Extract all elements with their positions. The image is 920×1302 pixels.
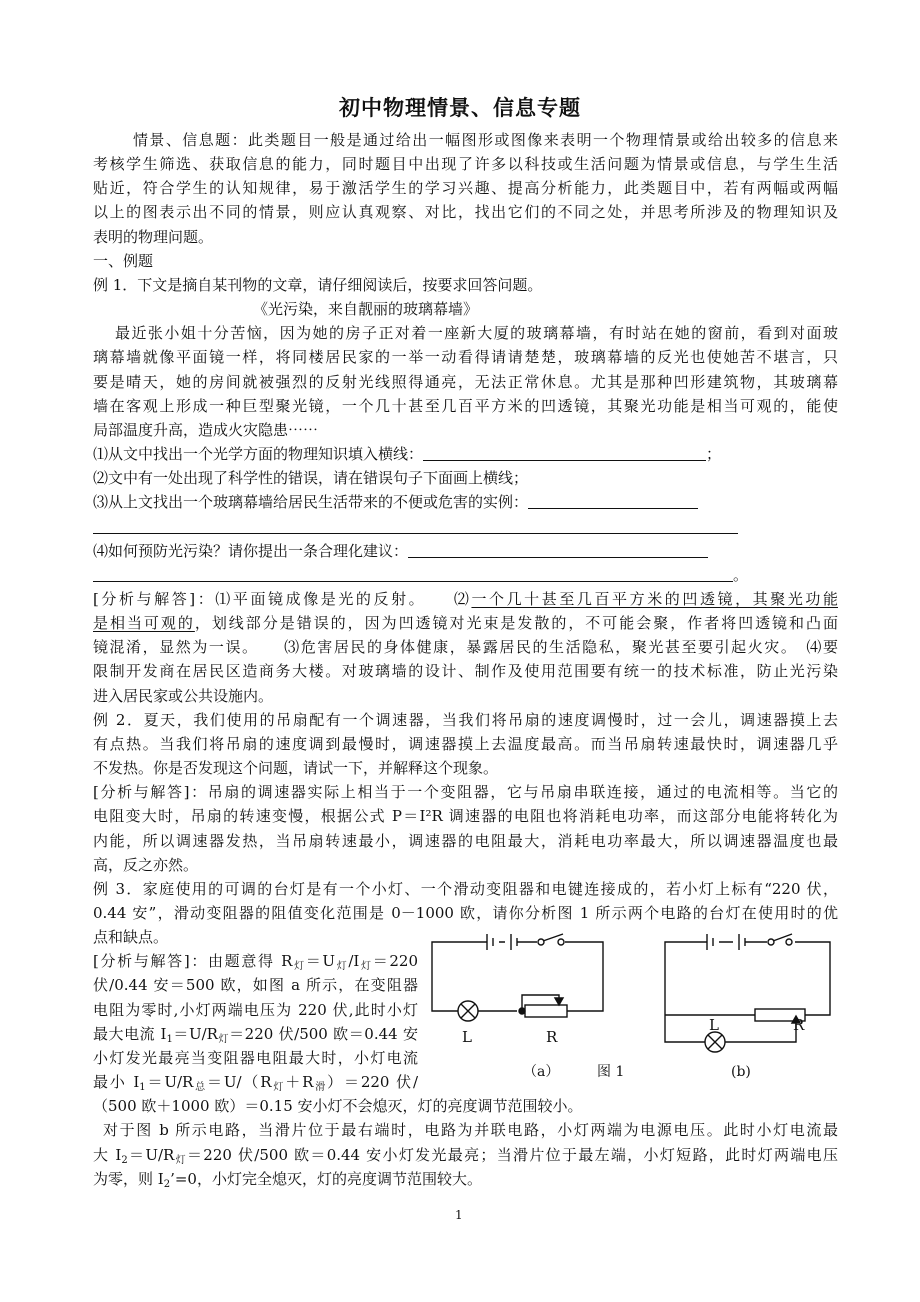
- subscript: 2: [163, 1178, 171, 1190]
- text-segment: ）＝220 伏/: [327, 1073, 418, 1092]
- text-line: [93, 345, 838, 369]
- battery-icon: [477, 934, 537, 950]
- circuit-b-wires: [665, 942, 830, 1042]
- subscript: 滑: [313, 1082, 328, 1094]
- text-line: [93, 1143, 838, 1167]
- text-segment: ＝220 伏/500 欧＝0.44 安小灯发光最亮；当滑片位于最左端，小灯短路，此时灯两端电压: [186, 1145, 838, 1164]
- subscript: 灯: [271, 1082, 286, 1094]
- text-segment: 。: [733, 565, 749, 584]
- text-segment: 进入居民家或公共设施内。: [93, 686, 274, 705]
- text-segment: 电阻为零时,小灯两端电压为 220 伏,此时小灯: [93, 1000, 418, 1019]
- text-line: [93, 539, 838, 563]
- circuit-a: [432, 934, 624, 1080]
- text-segment: 考核学生筛选、获取信息的能力，同时题目中出现了许多以科技或生活问题为情景或信息，与学生生活: [93, 155, 838, 174]
- text-line: [93, 225, 838, 249]
- underlined-text: 一个几十甚至几百平方米的凹透镜，其聚光功能: [471, 589, 838, 608]
- lamp-icon: [705, 1032, 725, 1052]
- text-segment: [分析与解答]：⑴平面镜成像是光的反射。 ⑵: [93, 589, 472, 608]
- text-line: [93, 1118, 838, 1142]
- resistor-label-b: R: [793, 1016, 805, 1034]
- text-segment: 以上的图表示出不同的情景，则应认真观察、对比，找出它们的不同之处，并思考所涉及的物理知识及: [93, 203, 838, 222]
- text-segment: 墙在客观上形成一种巨型聚光镜，一个几十甚至几百平方米的凹透镜，其聚光功能是相当可观的，能使: [93, 396, 838, 415]
- text-line: [93, 635, 838, 659]
- text-segment: 例 1．下文是摘自某刊物的文章，请仔细阅读后，按要求回答问题。: [93, 275, 543, 294]
- text-segment: 贴近，符合学生的认知规律，易于激活学生的学习兴趣、提高分析能力，此类题目中，若有两幅或两幅: [93, 179, 838, 198]
- switch-icon: [538, 934, 564, 945]
- text-segment: ⑵文中有一处出现了科学性的错误，请在错误句子下面画上横线；: [93, 469, 529, 488]
- text-line: [93, 176, 838, 200]
- text-segment: 璃幕墙就像平面镜一样，将同楼居民家的一举一动看得请请楚楚，玻璃幕墙的反光也使她苦不堪言，只: [93, 348, 838, 367]
- text-line: [93, 853, 838, 877]
- text-segment: ’=0，小灯完全熄灭，灯的亮度调节范围较大。: [170, 1169, 482, 1188]
- rheostat-icon: [525, 1005, 567, 1017]
- text-line: [93, 998, 418, 1022]
- text-line: [93, 1070, 418, 1094]
- text-line: [93, 877, 838, 901]
- text-segment: 有点热。当我们将吊扇的速度调到最慢时，调速器摸上去温度最高。而当吊扇转速最快时，调速器几乎: [93, 734, 838, 753]
- text-line: [93, 321, 838, 345]
- text-line: [93, 829, 838, 853]
- text-line: [93, 587, 838, 611]
- text-segment: ⑶从上文找出一个玻璃幕墙给居民生活带来的不便或危害的实例：: [93, 493, 529, 512]
- caption-a: （a）: [523, 1064, 560, 1080]
- text-segment: ⑴从文中找出一个光学方面的物理知识填入横线：: [93, 445, 424, 464]
- text-segment: 电阻变大时，吊扇的转速变慢，根据公式 P＝I²R 调速器的电阻也将消耗电功率，而这部分电能将转化为: [93, 807, 838, 826]
- text-segment: ＋R: [285, 1073, 314, 1092]
- text-line: [93, 442, 838, 466]
- text-line: [93, 973, 418, 997]
- text-line: [93, 370, 838, 394]
- text-line: [93, 1094, 838, 1118]
- text-line: [93, 249, 838, 273]
- text-line: [93, 708, 838, 732]
- text-segment: 0.44 安”，滑动变阻器的阻值变化范围是 0－1000 欧，请你分析图 1 所示两个电路的台灯在使用时的优: [93, 904, 838, 922]
- text-line: [93, 684, 838, 708]
- subscript: 1: [139, 1082, 146, 1094]
- answer-blank[interactable]: [93, 517, 738, 534]
- text-segment: /I: [348, 952, 360, 971]
- circuit-a-wires: [432, 942, 603, 1011]
- underlined-text: 是相当可观的: [93, 614, 195, 633]
- text-line: [93, 200, 838, 224]
- text-segment: （500 欧＋1000 欧）＝0.15 安小灯不会熄灭，灯的亮度调节范围较小。: [93, 1097, 583, 1116]
- page-number: 1: [455, 1208, 463, 1222]
- lamp-icon: [458, 1001, 478, 1021]
- text-segment: 不发热。你是否发现这个问题，请试一下，并解释这个现象。: [93, 759, 499, 778]
- lamp-label-a: L: [462, 1028, 472, 1046]
- text-segment: [分析与解答]：吊扇的调速器实际上相当于一个变阻器，它与吊扇串联连接，通过的电流相等。当它的: [93, 783, 838, 802]
- subscript: 1: [166, 1033, 173, 1045]
- text-line: [93, 297, 838, 321]
- text-line: [93, 659, 838, 683]
- subscript: 总: [193, 1082, 208, 1094]
- text-line: [93, 273, 838, 297]
- text-line: [93, 418, 838, 442]
- text-segment: 例 3．家庭使用的可调的台灯是有一个小灯、一个滑动变阻器和电键连接成的，若小灯上标有“220 伏，: [93, 879, 838, 898]
- text-line: [93, 901, 838, 925]
- text-segment: 最近张小姐十分苦恼，因为她的房子正对着一座新大厦的玻璃幕墙，有时站在她的窗前，看到对面玻: [115, 324, 838, 343]
- text-segment: ＝220: [372, 952, 418, 971]
- switch-icon: [768, 934, 792, 945]
- text-line: [93, 611, 838, 635]
- text-line: [93, 732, 838, 756]
- text-segment: 最小 I: [93, 1073, 140, 1092]
- arrow-head: [555, 998, 563, 1005]
- text-segment: 一、例题: [93, 251, 154, 270]
- text-segment: 大 I: [93, 1145, 122, 1164]
- text-line: [93, 394, 838, 418]
- circuit-b: [665, 934, 830, 1080]
- subscript: 灯: [335, 961, 349, 973]
- text-segment: 镜混淆，显然为一误。 ⑶危害居民的身体健康，暴露居民的生活隐私，聚光甚至要引起火灾。 ⑷要: [93, 638, 838, 657]
- text-segment: ＝U: [305, 952, 336, 971]
- text-line: [93, 563, 838, 587]
- text-segment: 要是晴天，她的房间就被强烈的反射光线照得通亮，无法正常休息。尤其是那种凹形建筑物，其玻璃幕: [93, 372, 838, 391]
- text-line: [93, 1167, 838, 1191]
- slider-arrow: [522, 995, 559, 1011]
- subscript: 灯: [217, 1033, 230, 1045]
- text-segment: 小灯发光最亮当变阻器电阻最大时，小灯电流: [93, 1048, 418, 1067]
- text-line: [93, 756, 838, 780]
- text-line: [93, 780, 838, 804]
- subscript: 灯: [359, 961, 373, 973]
- lamp-label-b: L: [709, 1016, 719, 1034]
- caption-b: (b): [731, 1064, 751, 1080]
- text-segment: 高，反之亦然。: [93, 855, 199, 874]
- text-segment: [分析与解答]：由题意得 R: [93, 952, 293, 971]
- text-segment: 对于图 b 所示电路，当滑片位于最右端时，电路为并联电路，小灯两端为电源电压。此时小灯电流最: [103, 1121, 838, 1140]
- text-line: [93, 804, 838, 828]
- text-segment: ＝U/R: [127, 1145, 175, 1164]
- text-segment: 表明的物理问题。: [93, 227, 214, 246]
- text-segment: 限制开发商在居民区造商务大楼。对玻璃墙的设计、制作及使用范围要有统一的技术标准，防止光污染: [93, 662, 838, 681]
- text-line: [93, 466, 838, 490]
- battery-icon: [707, 934, 767, 950]
- text-line: [93, 1046, 418, 1070]
- subscript: 2: [121, 1154, 128, 1166]
- text-segment: ＝220 伏/500 欧＝0.44 安: [229, 1024, 419, 1043]
- text-segment: 最大电流 I: [93, 1024, 167, 1043]
- text-segment: 点和缺点。: [93, 928, 169, 947]
- subscript: 灯: [292, 961, 306, 973]
- text-segment: 为零，则 I: [93, 1169, 164, 1188]
- answer-blank[interactable]: [528, 492, 698, 509]
- text-line: [93, 515, 838, 539]
- text-line: [93, 152, 838, 176]
- figure-1-circuits: [425, 930, 845, 1090]
- text-line: [93, 1022, 418, 1046]
- answer-blank[interactable]: [93, 565, 733, 582]
- page-title: 初中物理情景、信息专题: [339, 95, 581, 120]
- text-segment: 例 2．夏天，我们使用的吊扇配有一个调速器，当我们将吊扇的速度调慢时，过一会儿，调速器摸上去: [93, 710, 838, 729]
- text-segment: ⑷如何预防光污染？请你提出一条合理化建议：: [93, 541, 409, 560]
- answer-blank[interactable]: [408, 541, 708, 558]
- text-segment: ；: [706, 445, 722, 464]
- text-segment: ＝U/R: [145, 1073, 194, 1092]
- text-segment: ＝U/R: [172, 1024, 218, 1043]
- text-line: [93, 949, 418, 973]
- text-segment: 局部温度升高，造成火灾隐患⋯⋯: [93, 420, 319, 439]
- answer-blank[interactable]: [423, 444, 706, 461]
- figure-caption: 图 1: [597, 1064, 625, 1080]
- subscript: 灯: [174, 1154, 187, 1166]
- text-segment: 伏/0.44 安＝500 欧，如图 a 所示，在变阻器: [93, 976, 418, 995]
- resistor-label-a: R: [546, 1028, 558, 1046]
- text-line: [93, 490, 838, 514]
- text-segment: 内能，所以调速器发热，当吊扇转速最小，调速器的电阻最大，消耗电功率最大，所以调速器温度也最: [93, 831, 838, 850]
- text-segment: ＝U/（R: [207, 1073, 272, 1092]
- text-segment: 情景、信息题：此类题目一般是通过给出一幅图形或图像来表明一个物理情景或给出较多的信息来: [133, 131, 838, 149]
- text-segment: 《光污染，来自靓丽的玻璃幕墙》: [253, 300, 479, 319]
- text-line: [93, 128, 838, 152]
- text-segment: ，划线部分是错误的，因为凹透镜对光束是发散的，不可能会聚，作者将凹透镜和凸面: [194, 614, 838, 633]
